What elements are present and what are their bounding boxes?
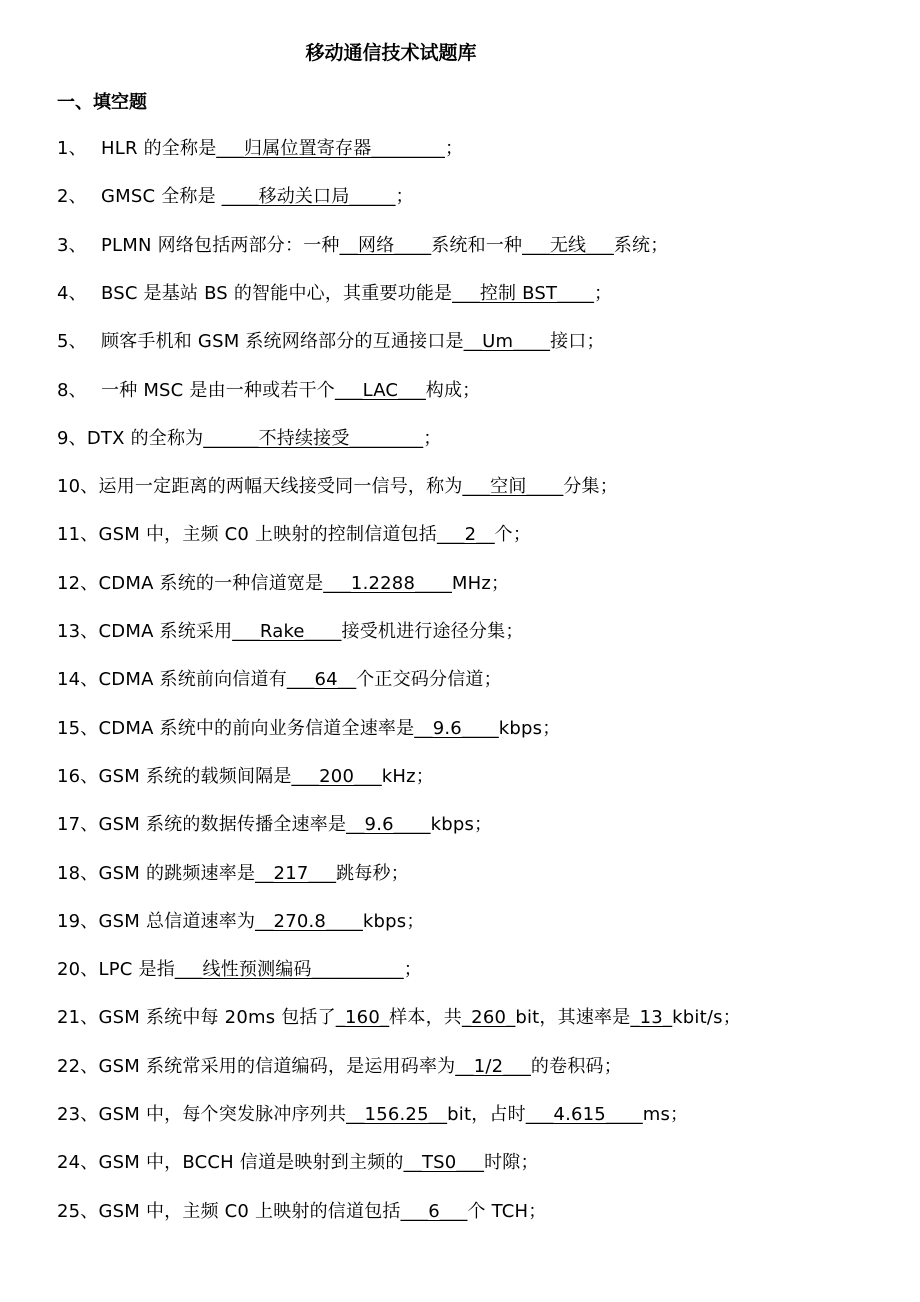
question-text: ms；	[642, 1104, 689, 1125]
answer-blank: __网络____	[339, 234, 432, 256]
answer-blank: __156.25__	[346, 1104, 448, 1125]
question-text: MHz；	[451, 572, 510, 594]
question-number: 13、	[57, 621, 99, 642]
question-text: 接口；	[550, 331, 605, 353]
answer-blank: ____移动关口局_____	[221, 186, 396, 208]
question-item	[57, 1054, 622, 1080]
question-text: ；	[594, 282, 613, 304]
answer-blank: ___LAC___	[334, 379, 426, 401]
question-text: GSM 系统常采用的信道编码，是运用码率为	[98, 1055, 456, 1077]
question-number: 2、	[57, 186, 87, 208]
question-text: 顾客手机和 GSM 系统网络部分的互通接口是	[101, 331, 464, 353]
answer-blank: ___1.2288____	[323, 572, 452, 594]
question-text: kbps；	[362, 910, 425, 932]
question-text: 样本，共	[389, 1007, 462, 1029]
answer-blank: ___64__	[286, 669, 357, 691]
question-text: GSM 中，主频 C0 上映射的控制信道包括	[98, 524, 438, 546]
answer-blank: _160_	[335, 1007, 390, 1029]
question-number: 11、	[57, 524, 99, 546]
answer-blank: ___空间____	[462, 476, 564, 498]
question-number: 14、	[57, 669, 99, 691]
answer-blank: ___6___	[400, 1200, 468, 1222]
question-item	[57, 426, 441, 452]
question-item	[57, 1102, 688, 1128]
question-text: GSM 总信道速率为	[98, 910, 256, 932]
question-text: CDMA 系统前向信道有	[98, 669, 287, 691]
question-text: 接受机进行途径分集；	[341, 621, 524, 642]
question-number: 18、	[57, 862, 99, 884]
answer-blank: __9.6____	[346, 814, 431, 836]
question-text: GMSC 全称是	[101, 186, 222, 208]
question-text: ；	[403, 959, 422, 981]
question-text: ；	[445, 138, 464, 159]
question-item	[57, 1199, 546, 1225]
question-text: CDMA 系统的一种信道宽是	[98, 572, 324, 594]
question-item	[57, 1005, 741, 1031]
answer-blank: _260_	[461, 1007, 516, 1029]
question-item	[57, 378, 480, 404]
question-number: 3、	[57, 234, 87, 256]
question-text: BSC 是基站 BS 的智能中心，其重要功能是	[101, 282, 453, 304]
question-number: 24、	[57, 1152, 99, 1174]
question-text: 的卷积码；	[530, 1055, 622, 1077]
question-number: 23、	[57, 1104, 99, 1125]
question-text: PLMN 网络包括两部分：一种	[101, 234, 340, 256]
question-number: 21、	[57, 1007, 99, 1029]
question-text: kbit/s；	[672, 1007, 741, 1029]
answer-blank: ___归属位置寄存器________	[216, 138, 446, 159]
question-text: GSM 中，主频 C0 上映射的信道包括	[98, 1200, 401, 1222]
question-number: 10、	[57, 476, 99, 498]
question-item	[57, 667, 502, 693]
question-number: 25、	[57, 1200, 99, 1222]
question-item	[57, 1150, 539, 1176]
question-number: 9、	[57, 427, 87, 449]
question-text: 系统；	[613, 234, 669, 256]
answer-blank: __1/2___	[455, 1055, 531, 1077]
question-item	[57, 233, 668, 259]
question-text: GSM 的跳频速率是	[98, 862, 256, 884]
answer-blank: ___无线___	[522, 234, 614, 256]
question-text: 跳每秒；	[336, 862, 409, 884]
question-text: GSM 系统的数据传播全速率是	[98, 814, 347, 836]
question-item	[57, 184, 414, 210]
answer-blank: ______不持续接受________	[203, 427, 424, 449]
answer-blank: __270.8____	[255, 910, 363, 932]
question-item	[57, 716, 560, 742]
question-number: 1、	[57, 138, 87, 159]
question-item	[57, 764, 434, 790]
question-text: LPC 是指	[98, 959, 175, 981]
question-text: GSM 中，BCCH 信道是映射到主频的	[98, 1152, 404, 1174]
answer-blank: ___Rake____	[232, 621, 342, 642]
question-item	[57, 619, 524, 645]
answer-blank: ___200___	[291, 765, 382, 787]
question-number: 4、	[57, 282, 87, 304]
question-text: 个正交码分信道；	[356, 669, 502, 691]
question-number: 17、	[57, 814, 99, 836]
answer-blank: ___4.615____	[525, 1104, 643, 1125]
section-heading: 一、填空题	[57, 92, 147, 113]
question-text: CDMA 系统采用	[98, 621, 233, 642]
question-text: ；	[395, 186, 414, 208]
question-text: DTX 的全称为	[86, 427, 204, 449]
page-title: 移动通信技术试题库	[305, 42, 477, 64]
question-item	[57, 136, 463, 162]
answer-blank: __Um____	[463, 331, 551, 353]
question-number: 22、	[57, 1055, 99, 1077]
question-number: 5、	[57, 331, 87, 353]
question-text: GSM 系统中每 20ms 包括了	[98, 1007, 336, 1029]
answer-blank: __217___	[255, 862, 337, 884]
question-text: 一种 MSC 是由一种或若干个	[101, 379, 335, 401]
question-text: 运用一定距离的两幅天线接受同一信号，称为	[98, 476, 463, 498]
question-item	[57, 522, 531, 548]
question-text: GSM 中，每个突发脉冲序列共	[98, 1104, 347, 1125]
question-text: ；	[423, 427, 442, 449]
answer-blank: _13_	[630, 1007, 673, 1029]
question-item	[57, 909, 425, 935]
question-text: CDMA 系统中的前向业务信道全速率是	[98, 717, 415, 739]
question-number: 20、	[57, 959, 99, 981]
question-item	[57, 812, 492, 838]
question-item	[57, 861, 409, 887]
answer-blank: ___控制 BST____	[452, 282, 595, 304]
question-text: 分集；	[563, 476, 618, 498]
question-text: 系统和一种	[431, 234, 523, 256]
question-text: 时隙；	[484, 1152, 539, 1174]
question-item	[57, 329, 605, 355]
question-number: 16、	[57, 765, 99, 787]
question-item	[57, 571, 509, 597]
question-number: 12、	[57, 572, 99, 594]
question-text: kbps；	[430, 814, 493, 836]
question-text: kbps；	[498, 717, 561, 739]
question-number: 8、	[57, 379, 87, 401]
question-item	[57, 281, 612, 307]
question-number: 19、	[57, 910, 99, 932]
question-text: 个；	[494, 524, 532, 546]
question-text: bit，其速率是	[515, 1007, 631, 1029]
question-number: 15、	[57, 717, 99, 739]
answer-blank: ___2__	[437, 524, 495, 546]
question-text: HLR 的全称是	[101, 138, 217, 159]
question-text: bit，占时	[447, 1104, 526, 1125]
answer-blank: __9.6____	[414, 717, 499, 739]
question-item	[57, 957, 422, 983]
question-text: 构成；	[425, 379, 481, 401]
question-text: GSM 系统的载频间隔是	[98, 765, 292, 787]
answer-blank: ___线性预测编码__________	[174, 959, 404, 981]
question-item	[57, 474, 618, 500]
question-text: 个 TCH；	[467, 1200, 547, 1222]
answer-blank: __TS0___	[403, 1152, 485, 1174]
question-text: kHz；	[381, 765, 434, 787]
